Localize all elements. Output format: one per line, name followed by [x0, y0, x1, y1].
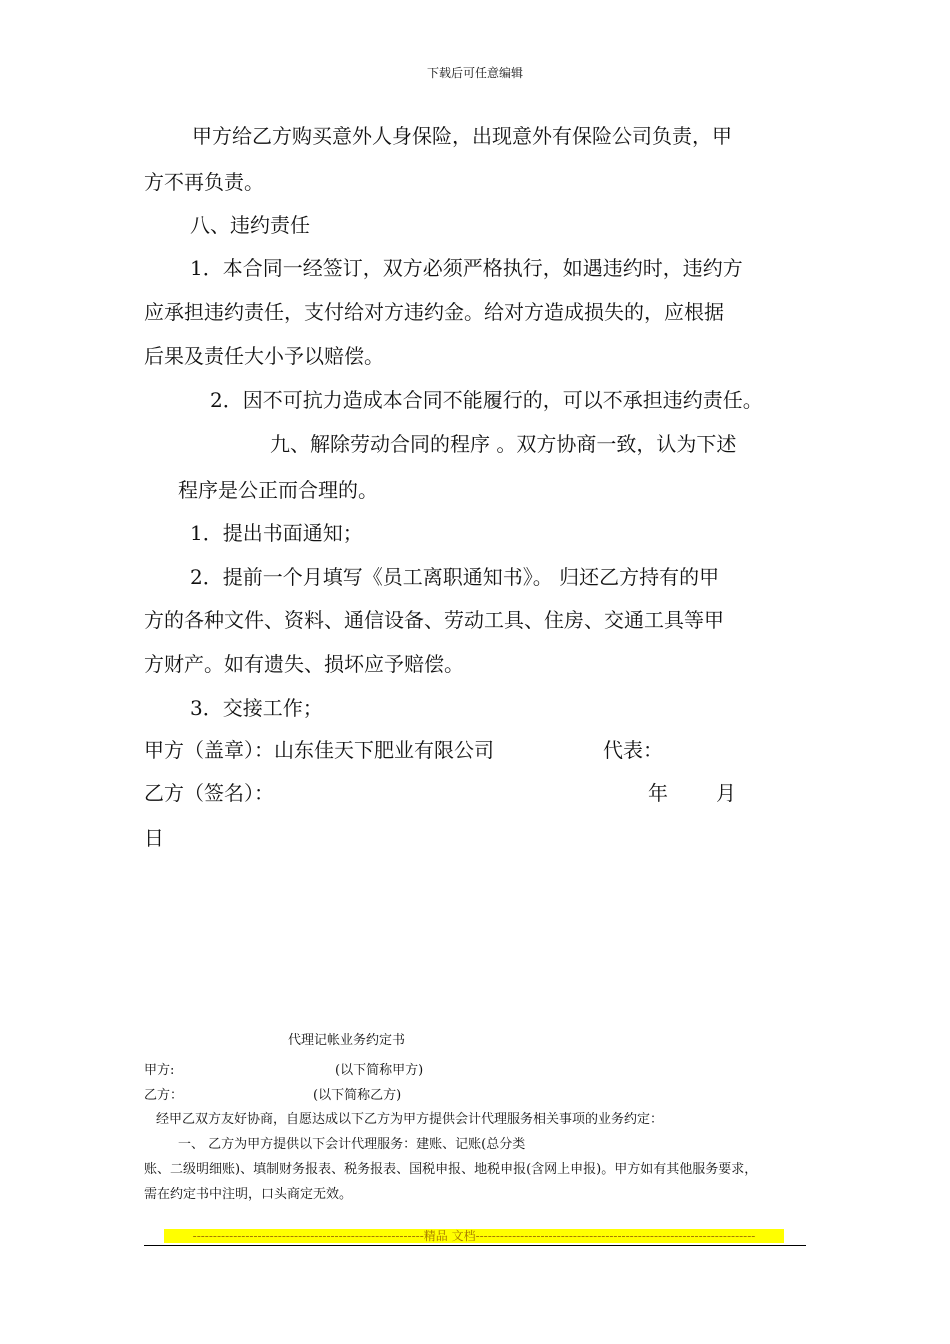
- section-9-heading-line2: 程序是公正而合理的。: [178, 478, 378, 502]
- party-a-signature-label: 甲方（盖章）：山东佳天下肥业有限公司: [144, 738, 494, 762]
- agreement-party-b-note: (以下简称乙方): [313, 1088, 402, 1103]
- footer-divider: [144, 1245, 806, 1246]
- section-9-item1: 1．提出书面通知；: [190, 521, 363, 545]
- section-9-item2-line1: 2．提前一个月填写《员工离职通知书》。 归还乙方持有的甲: [190, 565, 720, 589]
- agreement-item1-line2: 账、二级明细账)、填制财务报表、税务报表、国税申报、地税申报(含网上申报)。甲方如有其他服务要求，: [144, 1162, 758, 1177]
- section-8-item1-line1: 1．本合同一经签订，双方必须严格执行，如遇违约时，违约方: [190, 256, 743, 280]
- agreement-party-a: 甲方:: [144, 1063, 175, 1078]
- section-8-item1-line2: 应承担违约责任，支付给对方违约金。给对方造成损失的，应根据: [144, 300, 724, 324]
- section-8-item2: 2．因不可抗力造成本合同不能履行的，可以不承担违约责任。: [210, 388, 763, 412]
- agreement-party-b: 乙方：: [144, 1088, 184, 1103]
- agreement-intro: 经甲乙双方友好协商，自愿达成以下乙方为甲方提供会计代理服务相关事项的业务约定：: [156, 1112, 664, 1127]
- paragraph-insurance-line2: 方不再负责。: [144, 170, 264, 194]
- date-year-label: 年: [648, 781, 668, 805]
- agreement-party-a-note: (以下简称甲方): [335, 1063, 424, 1078]
- section-8-heading: 八、违约责任: [190, 213, 310, 237]
- agreement-item1-line1: 一、 乙方为甲方提供以下会计代理服务：建账、记账(总分类: [178, 1137, 526, 1152]
- section-9-item2-line3: 方财产。如有遗失、损坏应予赔偿。: [144, 652, 464, 676]
- section-9-heading-line1: 九、解除劳动合同的程序 。双方协商一致，认为下述: [270, 432, 737, 456]
- party-b-signature-label: 乙方（签名）：: [144, 781, 274, 805]
- section-9-item3: 3．交接工作；: [190, 696, 323, 720]
- representative-label: 代表：: [603, 738, 663, 762]
- agreement-item1-line3: 需在约定书中注明，口头商定无效。: [144, 1187, 353, 1202]
- date-month-label: 月: [716, 781, 736, 805]
- paragraph-insurance-line1: 甲方给乙方购买意外人身保险，出现意外有保险公司负责，甲: [192, 124, 732, 148]
- footer-banner: ---------------------------------------------------------精品 文档---------------------------------------------------------------------: [164, 1229, 784, 1243]
- section-9-item2-line2: 方的各种文件、资料、通信设备、劳动工具、住房、交通工具等甲: [144, 608, 724, 632]
- date-day-label: 日: [144, 826, 164, 850]
- section-8-item1-line3: 后果及责任大小予以赔偿。: [144, 344, 384, 368]
- agreement-title: 代理记帐业务约定书: [288, 1033, 406, 1048]
- page-header: 下载后可任意编辑: [426, 66, 523, 80]
